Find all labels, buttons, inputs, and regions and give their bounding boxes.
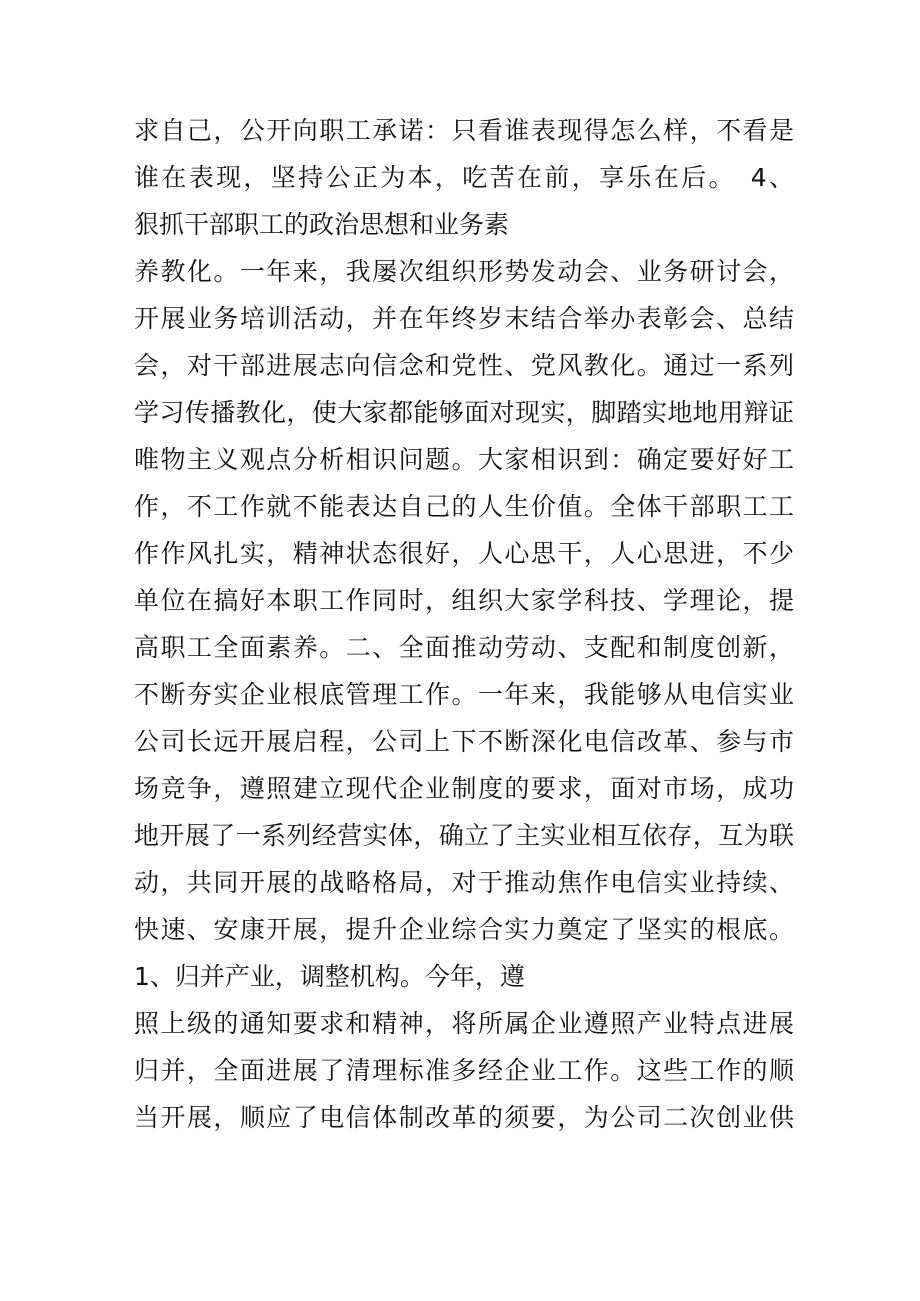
text-line: 作，不工作就不能表达自己的人生价值。全体干部职工工 (134, 492, 794, 521)
text-line: 会，对干部进展志向信念和党性、党风教化。通过一系列 (134, 351, 794, 380)
text-line: 公司长远开展启程，公司上下不断深化电信改革、参与市 (134, 727, 794, 756)
text-line: 归并，全面进展了清理标准多经企业工作。这些工作的顺 (134, 1056, 794, 1085)
text-line: 照上级的通知要求和精神，将所属企业遵照产业特点进展 (134, 1009, 794, 1038)
text-line: 地开展了一系列经营实体，确立了主实业相互依存，互为联 (134, 821, 794, 850)
text-line: 动，共同开展的战略格局，对于推动焦作电信实业持续、 (134, 868, 794, 897)
text-line: 唯物主义观点分析相识问题。大家相识到：确定要好好工 (134, 445, 794, 474)
text-line: 1、归并产业，调整机构。今年，遵 (134, 962, 525, 991)
text-line: 快速、安康开展，提升企业综合实力奠定了坚实的根底。 (134, 915, 794, 944)
text-line: 开展业务培训活动，并在年终岁末结合举办表彰会、总结 (134, 304, 794, 333)
text-line: 不断夯实企业根底管理工作。一年来，我能够从电信实业 (134, 680, 794, 709)
body-text (134, 107, 794, 1141)
text-line: 养教化。一年来，我屡次组织形势发动会、业务研讨会， (134, 257, 794, 286)
text-line: 狠抓干部职工的政治思想和业务素 (134, 210, 510, 239)
text-line: 高职工全面素养。二、全面推动劳动、支配和制度创新， (134, 633, 794, 662)
text-line: 学习传播教化，使大家都能够面对现实，脚踏实地地用辩证 (134, 398, 794, 427)
text-line: 作作风扎实，精神状态很好，人心思干，人心思进，不少 (134, 539, 794, 568)
text-line: 谁在表现，坚持公正为本，吃苦在前，享乐在后。 4、 (134, 163, 794, 192)
text-line: 场竞争，遵照建立现代企业制度的要求，面对市场，成功 (134, 774, 794, 803)
text-line: 求自己，公开向职工承诺：只看谁表现得怎么样，不看是 (134, 116, 794, 145)
text-line: 当开展，顺应了电信体制改革的须要，为公司二次创业供 (134, 1103, 794, 1132)
text-line: 单位在搞好本职工作同时，组织大家学科技、学理论，提 (134, 586, 794, 615)
